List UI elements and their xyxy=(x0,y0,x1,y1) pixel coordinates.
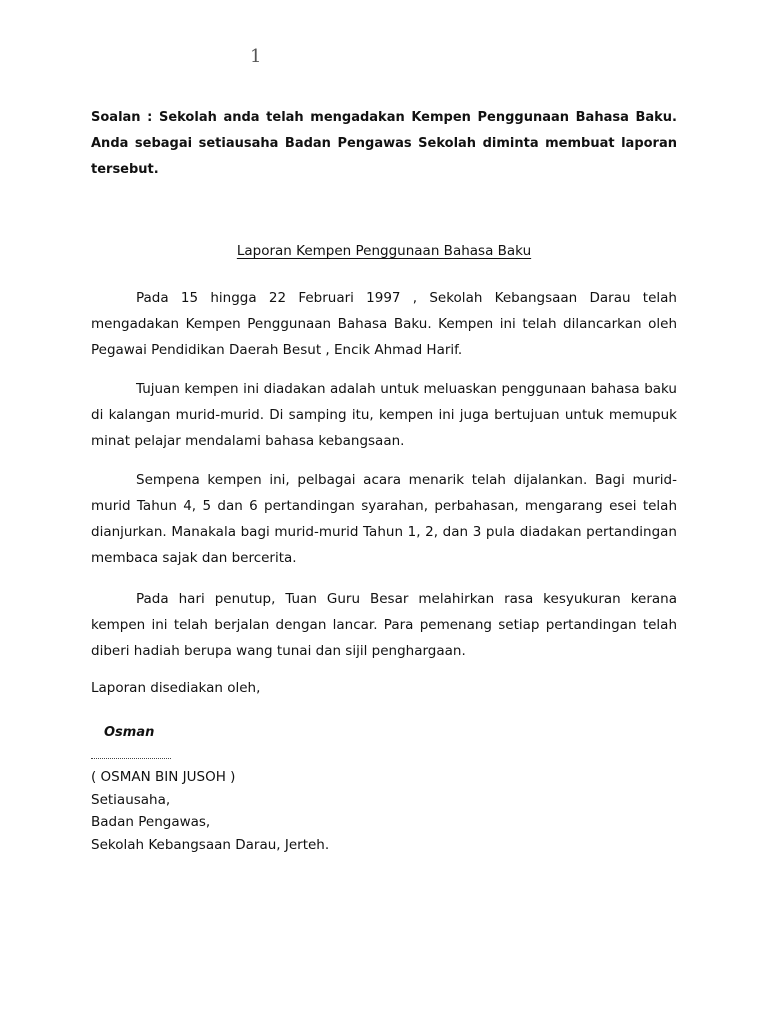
paragraph-activities: Sempena kempen ini, pelbagai acara menarik telah dijalankan. Bagi murid-murid Tahun 4, 5 dan 6 pertandingan syarahan, perbahasan, mengarang esei telah dianjurkan. Manakala bagi murid-murid Tahun 1, 2, dan 3 pula diadakan pertandingan membaca sajak dan bercerita. xyxy=(91,472,677,566)
paragraph-objective: Tujuan kempen ini diadakan adalah untuk meluaskan penggunaan bahasa baku di kalangan murid-murid. Di samping itu, kempen ini juga bertujuan untuk memupuk minat pelajar mendalami bahasa kebangsaan. xyxy=(91,381,677,449)
signatory-position: Setiausaha, xyxy=(91,791,171,808)
report-title: Laporan Kempen Penggunaan Bahasa Baku xyxy=(236,243,532,259)
signatory-organization: Badan Pengawas, xyxy=(91,814,211,830)
signatory-block xyxy=(91,766,329,856)
paragraph-closing: Pada hari penutup, Tuan Guru Besar melahirkan rasa kesyukuran kerana kempen ini telah berjalan dengan lancar. Para pemenang setiap pertandingan telah diberi hadiah berupa wang tunai dan sijil penghargaan. xyxy=(91,591,677,659)
signatory-school: Sekolah Kebangsaan Darau, Jerteh. xyxy=(91,836,330,853)
signature: Osman xyxy=(104,725,155,740)
signature-line xyxy=(91,758,171,759)
page-number: 1 xyxy=(250,46,262,67)
prepared-by-label: Laporan disediakan oleh, xyxy=(91,680,261,696)
paragraph-intro: Pada 15 hingga 22 Februari 1997 , Sekolah Kebangsaan Darau telah mengadakan Kempen Penggunaan Bahasa Baku. Kempen ini telah dilancarkan oleh Pegawai Pendidikan Daerah Besut , Encik Ahmad Harif. xyxy=(91,290,677,358)
signatory-name: ( OSMAN BIN JUSOH ) xyxy=(91,769,236,785)
question-text: Soalan : Sekolah anda telah mengadakan Kempen Penggunaan Bahasa Baku. Anda sebagai setiausaha Badan Pengawas Sekolah diminta membuat laporan tersebut. xyxy=(91,110,677,177)
